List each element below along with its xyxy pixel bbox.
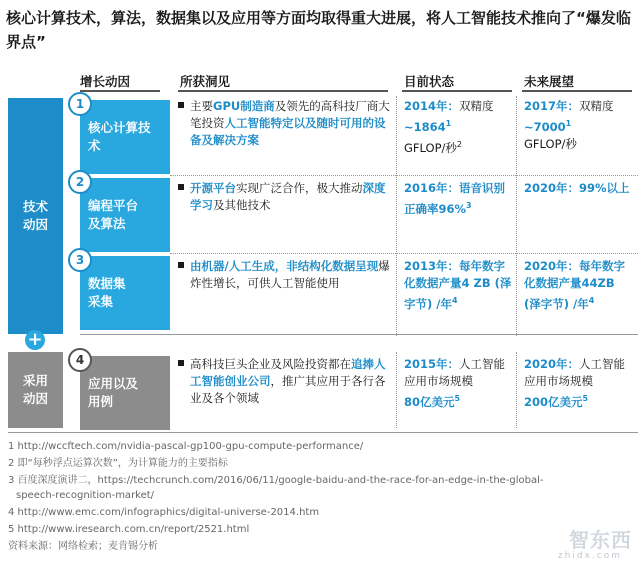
metric-value: 2020年：99%以上	[524, 181, 630, 195]
insight-row-2	[178, 180, 390, 214]
header-growth: 增长动因	[80, 74, 131, 89]
footnote-ref: 1	[445, 119, 452, 128]
plus-icon: +	[25, 330, 45, 350]
footnote-ref: 1	[565, 119, 572, 128]
insight-highlight: 深度学习	[190, 181, 386, 212]
insight-highlight: 开源平台	[190, 181, 236, 195]
footnote: 5 http://www.iresearch.com.cn/report/2521.html	[8, 524, 250, 535]
column-divider	[396, 352, 397, 428]
year-label: 2014年：	[404, 99, 460, 113]
footnote: 1 http://wccftech.com/nvidia-pascal-gp100-gpu-compute-performance/	[8, 441, 364, 452]
metric-value: 2016年：语音识别正确率96%	[404, 181, 506, 216]
insight-highlight: 追捧人工智能创业公司	[190, 357, 386, 388]
table-bottom-rule	[8, 432, 638, 433]
column-divider	[516, 96, 517, 336]
insight-row-4	[178, 356, 390, 407]
metric-text: 双精度	[579, 99, 614, 113]
insight-highlight: 由机器/人工生成，非结构化数据呈现	[190, 259, 379, 273]
footnote-ref: 5	[454, 394, 461, 403]
future-row-2	[524, 180, 634, 197]
year-label: 2015年：	[404, 357, 460, 371]
year-label: 2020年：	[524, 357, 580, 371]
watermark-url: zhidx.com	[557, 551, 622, 561]
bullet-icon	[178, 262, 184, 268]
metric-text: 双精度	[459, 99, 494, 113]
metric-unit: GFLOP/秒	[524, 136, 577, 151]
footnote: speech-recognition-market/	[16, 490, 155, 501]
insight-row-3	[178, 258, 390, 292]
year-label: 2017年：	[524, 99, 580, 113]
footnote: 2 即“每秒浮点运算次数”，为计算能力的主要指标	[8, 458, 228, 469]
header-rule	[80, 90, 160, 92]
insight-text: 实现广泛合作，极大推动	[236, 181, 363, 195]
source-note: 资料来源：网络检索；麦肯锡分析	[8, 541, 158, 552]
insight-text: 及领先的高科技厂商大笔投资	[190, 99, 390, 130]
header-future: 未来展望	[524, 74, 575, 89]
metric-value: ~7000	[524, 119, 566, 134]
header-insight: 所获洞见	[180, 74, 231, 89]
future-row-1	[524, 98, 634, 153]
sidebar-adopt: 采用 动因	[8, 352, 63, 428]
insight-text: 主要	[190, 99, 213, 113]
page-title: 核心计算技术，算法，数据集以及应用等方面均取得重大进展，将人工智能技术推向了“爆发临界点”	[6, 9, 631, 51]
insight-text: 爆炸性增长，可供人工智能使用	[190, 259, 390, 290]
metric-value: ~1864	[404, 119, 446, 134]
row-divider	[170, 253, 638, 254]
bullet-icon	[178, 360, 184, 366]
footnote-ref: 4	[588, 296, 595, 305]
footnote-ref: 5	[582, 394, 589, 403]
header-rule	[178, 90, 388, 92]
metric-unit: GFLOP/秒	[404, 140, 457, 155]
insight-text: 高科技巨头企业及风险投资都在	[190, 357, 351, 371]
section-divider	[80, 334, 638, 335]
step-number: 3	[68, 248, 92, 272]
footnote: 4 http://www.emc.com/infographics/digital-universe-2014.htm	[8, 507, 320, 518]
driver-computing: 核心计算技 术	[80, 100, 170, 174]
footnote-ref: 3	[466, 201, 472, 210]
metric-value: 80亿美元	[404, 394, 455, 409]
bullet-icon	[178, 184, 184, 190]
footnote-ref: 2	[456, 139, 462, 149]
current-row-2	[404, 180, 514, 218]
current-row-3	[404, 258, 514, 313]
metric-text: 人工智能应用市场规模	[524, 357, 626, 388]
future-row-4	[524, 356, 634, 411]
step-number: 2	[68, 170, 92, 194]
footnote: 3 百度深度演讲二，https://techcrunch.com/2016/06/11/google-baidu-and-the-race-for-an-edge-in-the-global-	[8, 475, 544, 486]
metric-text: 人工智能应用市场规模	[404, 357, 506, 388]
footnote-ref: 4	[451, 296, 458, 305]
bullet-icon	[178, 102, 184, 108]
future-row-3	[524, 258, 634, 313]
sidebar-tech: 技术 动因	[8, 98, 63, 334]
current-row-4	[404, 356, 514, 411]
column-divider	[396, 96, 397, 336]
header-current: 目前状态	[404, 74, 455, 89]
current-row-1	[404, 98, 514, 157]
row-divider	[170, 175, 638, 176]
insight-row-1	[178, 98, 390, 149]
insight-text: ，推广其应用于各行各业及各个领域	[190, 374, 386, 405]
metric-value: 2013年：每年数字化数据产量4 ZB (泽字节) /年	[404, 259, 512, 311]
driver-dataset: 数据集 采集	[80, 256, 170, 330]
step-number: 1	[68, 92, 92, 116]
header-rule	[402, 90, 512, 92]
driver-platform: 编程平台 及算法	[80, 178, 170, 252]
step-number: 4	[68, 348, 92, 372]
insight-text: 及其他技术	[213, 198, 271, 212]
watermark-logo: 智东西	[569, 528, 632, 552]
insight-highlight: 人工智能特定以及随时可用的设备及解决方案	[190, 116, 386, 147]
column-divider	[516, 352, 517, 428]
insight-highlight: GPU制造商	[213, 99, 275, 113]
driver-application: 应用以及 用例	[80, 356, 170, 430]
metric-value: 2020年：每年数字化数据产量44ZB (泽字节) /年	[524, 259, 626, 311]
metric-value: 200亿美元	[524, 394, 583, 409]
header-rule	[522, 90, 632, 92]
